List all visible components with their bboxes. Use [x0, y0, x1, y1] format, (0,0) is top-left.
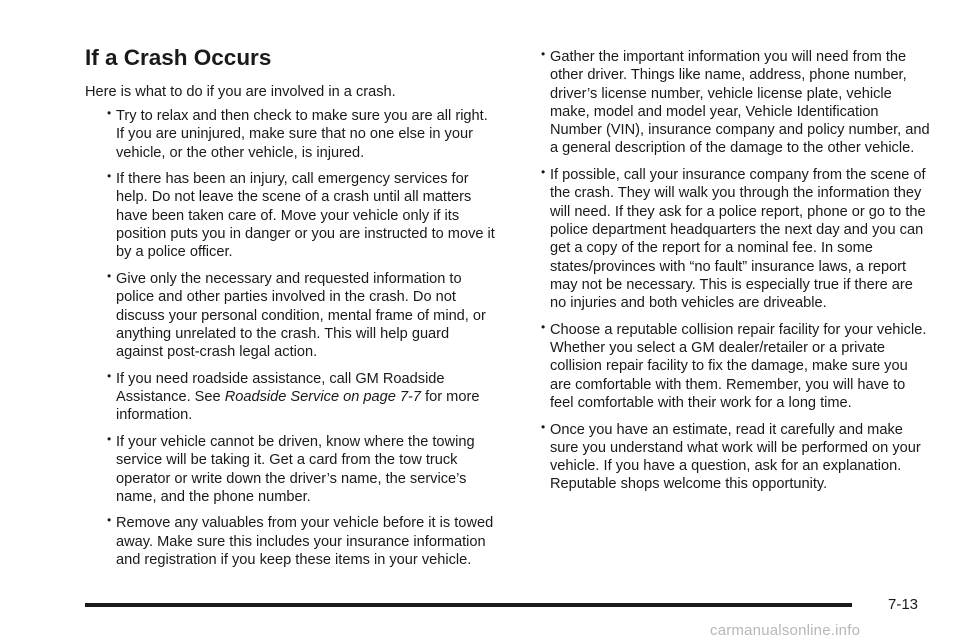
list-item-text: Give only the necessary and requested information to police and other parties involved in the crash. Do not discuss your personal condition, mental frame of mind, or anything unrelated to the crash. This will help guard against post-crash legal action. [116, 270, 486, 361]
list-item-text: Try to relax and then check to make sure you are all right. If you are uninjured, make sure that no one else in your vehicle, or the other vehicle, is injured. [116, 108, 488, 161]
list-item [85, 270, 495, 361]
list-item-text: If possible, call your insurance company from the scene of the crash. They will walk you through the information they will need. If they ask for a police report, phone or go to the police department headquarters the next day and you can get a copy of the report for a nominal fee. In some states/provinces with “no fault” insurance laws, a report may not be necessary. This is especially true if there are no injuries and both vehicles are driveable. [550, 167, 926, 312]
list-item [532, 421, 932, 494]
bullet-icon: • [541, 319, 546, 334]
bullet-icon: • [107, 368, 112, 383]
left-column [85, 44, 495, 578]
right-bullet-list [532, 48, 932, 494]
list-item [532, 48, 932, 158]
list-item-text: Gather the important information you will need from the other driver. Things like name, address, phone number, driver’s license number, vehicle license plate, vehicle make, model and model year, Vehicle Identification Number (VIN), insurance company and policy number, and a general description of the damage to the other vehicle. [550, 49, 930, 157]
list-item [85, 514, 495, 569]
page-title: If a Crash Occurs [85, 45, 272, 70]
bullet-icon: • [107, 513, 112, 528]
list-item-text: If you need roadside assistance, call GM Roadside Assistance. See [116, 370, 445, 406]
bullet-icon: • [541, 165, 546, 180]
intro-text: Here is what to do if you are involved in a crash. [85, 84, 396, 100]
list-item-text: If your vehicle cannot be driven, know where the towing service will be taking it. Get a card from the tow truck operator or write down the driver’s name, the service’s name, and the phone number. [116, 433, 475, 505]
bullet-icon: • [541, 47, 546, 61]
list-item [85, 170, 495, 261]
list-item [85, 370, 495, 425]
list-item [532, 321, 932, 412]
list-item-text: Once you have an estimate, read it carefully and make sure you understand what work will be performed on your vehicle. If you have a question, ask for an explanation. Reputable shops welcome this opportunity. [550, 421, 921, 493]
footer-rule [85, 603, 852, 607]
bullet-icon: • [107, 431, 112, 446]
bullet-icon: • [541, 419, 546, 434]
list-item-text: Remove any valuables from your vehicle before it is towed away. Make sure this includes your insurance information and registration if you keep these items in your vehicle. [116, 515, 494, 569]
right-column [532, 48, 932, 502]
watermark: carmanualsonline.info [710, 622, 861, 639]
list-item-text: If there has been an injury, call emergency services for help. Do not leave the scene of a crash until all matters have been taken care of. Move your vehicle only if its position puts you in danger or you are instructed to move it by a police officer. [116, 171, 495, 261]
page-number: 7-13 [888, 596, 919, 613]
bullet-icon: • [107, 106, 112, 120]
list-item [532, 166, 932, 312]
cross-reference: Roadside Service on page 7-7 [224, 389, 422, 406]
list-item-text: Choose a reputable collision repair facility for your vehicle. Whether you select a GM dealer/retailer or a private collision repair facility to fix the damage, make sure you are comfortable with them. Remember, you will have to feel comfortable with their work for a long time. [550, 321, 927, 411]
list-item [85, 107, 495, 162]
left-bullet-list [85, 107, 495, 569]
bullet-icon: • [107, 268, 112, 283]
list-item [85, 433, 495, 506]
list-item-text: for more information. [116, 389, 480, 424]
bullet-icon: • [107, 169, 112, 184]
